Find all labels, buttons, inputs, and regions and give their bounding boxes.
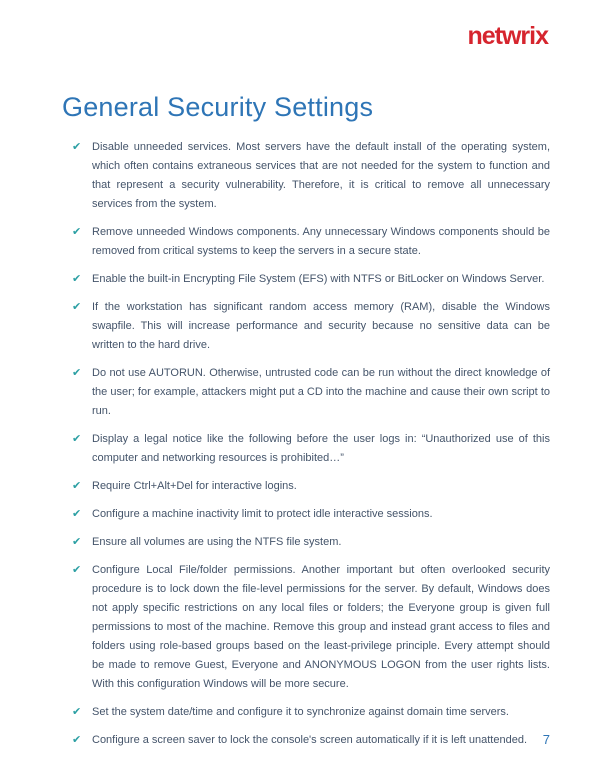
bullet-text: Configure a screen saver to lock the console's screen automatically if it is left unattended. — [92, 734, 527, 746]
checkmark-icon: ✔ — [72, 433, 82, 445]
bullet-text: Ensure all volumes are using the NTFS file system. — [92, 536, 342, 548]
bullet-item — [72, 731, 550, 750]
bullet-item — [72, 533, 550, 552]
bullet-text: Require Ctrl+Alt+Del for interactive logins. — [92, 480, 297, 492]
bullet-item — [72, 364, 550, 421]
checkmark-icon: ✔ — [72, 141, 82, 153]
checkmark-icon: ✔ — [72, 301, 82, 313]
bullet-text: Do not use AUTORUN. Otherwise, untrusted code can be run without the direct knowledge of the user; for example, attackers might put a CD into the machine and cause their own script to run. — [92, 367, 550, 417]
bullet-text: Set the system date/time and configure it to synchronize against domain time servers. — [92, 706, 509, 718]
checkmark-icon: ✔ — [72, 273, 82, 285]
page-number: 7 — [542, 732, 550, 747]
bullet-text: Disable unneeded services. Most servers have the default install of the operating system, which often contains extraneous services that are not needed for the system to function and that represent a security vulnerability. Therefore, it is critical to remove all unnecessary services from the system. — [92, 141, 550, 210]
bullet-item — [72, 561, 550, 694]
bullet-text: Remove unneeded Windows components. Any unnecessary Windows components should be removed from critical systems to keep the servers in a secure state. — [92, 226, 550, 257]
bullet-item — [72, 138, 550, 214]
checkmark-icon: ✔ — [72, 367, 82, 379]
bullet-text: Enable the built-in Encrypting File System (EFS) with NTFS or BitLocker on Windows Server. — [92, 273, 545, 285]
bullet-item — [72, 430, 550, 468]
bullet-item — [72, 298, 550, 355]
bullet-item — [72, 270, 550, 289]
bullet-item — [72, 477, 550, 496]
security-settings-list — [72, 138, 550, 759]
checkmark-icon: ✔ — [72, 480, 82, 492]
checkmark-icon: ✔ — [72, 508, 82, 520]
checkmark-icon: ✔ — [72, 536, 82, 548]
page-title: General Security Settings — [62, 92, 374, 122]
bullet-item — [72, 223, 550, 261]
bullet-text: Configure Local File/folder permissions. Another important but often overlooked security procedure is to lock down the file-level permissions for the server. By default, Windows does not apply specific restrictions on any local files or folders; the Everyone group is given full permissions to most of the machine. Remove this group and instead grant access to files and folders using role-based groups based on the least-privilege principle. Every attempt should be made to remove Guest, Everyone and ANONYMOUS LOGON from the user rights lists. With this configuration Windows will be more secure. — [92, 564, 550, 690]
bullet-text: Configure a machine inactivity limit to protect idle interactive sessions. — [92, 508, 433, 520]
checkmark-icon: ✔ — [72, 564, 82, 576]
bullet-text: Display a legal notice like the following before the user logs in: “Unauthorized use of this computer and networking resources is prohibited…” — [92, 433, 550, 464]
checkmark-icon: ✔ — [72, 706, 82, 718]
netwrix-logo: netwrix — [467, 22, 548, 50]
checkmark-icon: ✔ — [72, 734, 82, 746]
bullet-text: If the workstation has significant random access memory (RAM), disable the Windows swapfile. This will increase performance and security because no sensitive data can be written to the hard drive. — [92, 301, 550, 351]
checkmark-icon: ✔ — [72, 226, 82, 238]
bullet-item — [72, 505, 550, 524]
bullet-item — [72, 703, 550, 722]
